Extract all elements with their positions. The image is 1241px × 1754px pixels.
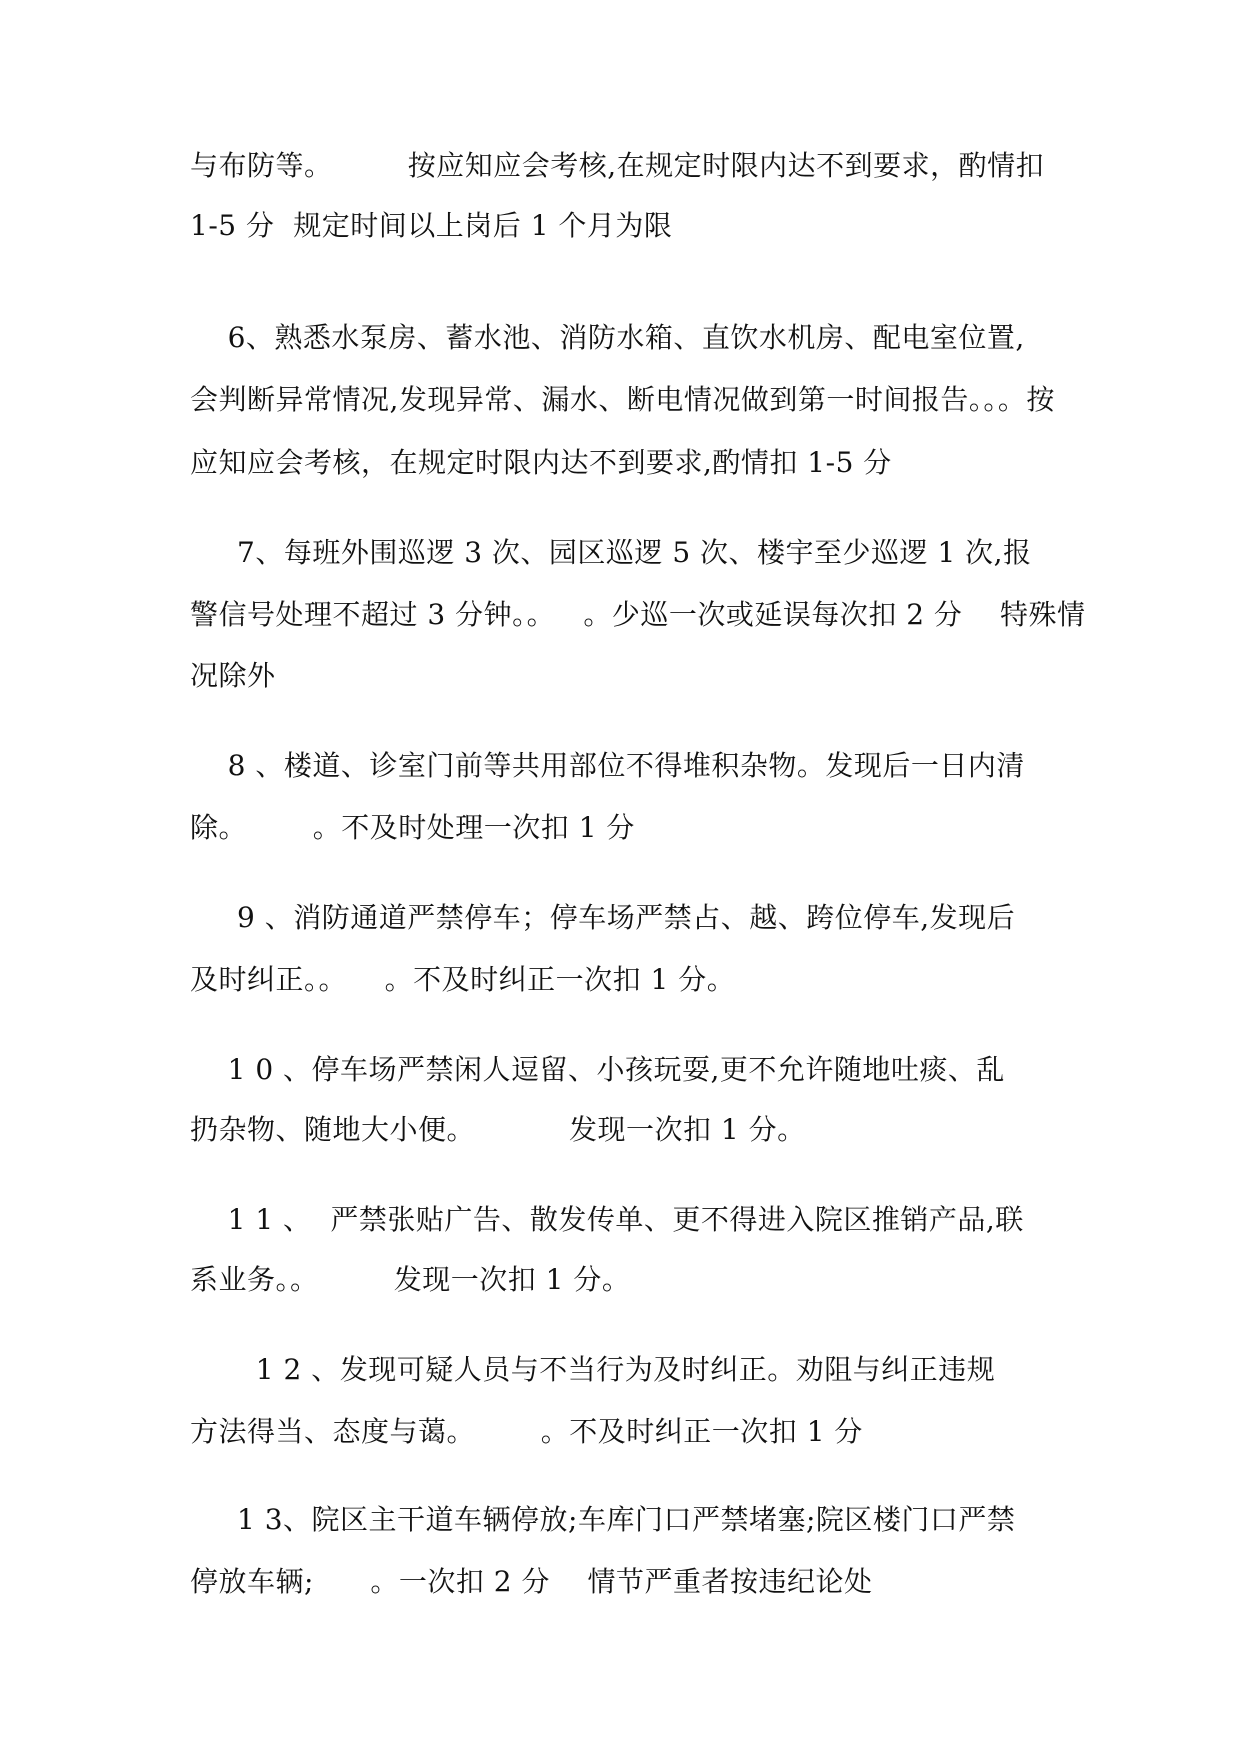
text-line: 况除外 [190, 659, 276, 692]
text-line: 1-5 分 规定时间以上岗后 1 个月为限 [190, 209, 673, 242]
text-line: 1 3、院区主干道车辆停放;车库门口严禁堵塞;院区楼门口严禁 [190, 1503, 1016, 1536]
text-line: 应知应会考核，在规定时限内达不到要求,酌情扣 1-5 分 [190, 446, 892, 479]
text-line: 警信号处理不超过 3 分钟。。 。少巡一次或延误每次扣 2 分 特殊情 [190, 598, 1086, 631]
text-line: 方法得当、态度与蔼。 。不及时纠正一次扣 1 分 [190, 1415, 863, 1448]
text-line: 9 、消防通道严禁停车；停车场严禁占、越、跨位停车,发现后 [190, 901, 1016, 934]
text-line: 会判断异常情况,发现异常、漏水、断电情况做到第一时间报告。。。按 [190, 383, 1055, 416]
text-line: 1 0 、停车场严禁闲人逗留、小孩玩耍,更不允许随地吐痰、乱 [190, 1053, 1005, 1086]
text-line: 停放车辆; 。一次扣 2 分 情节严重者按违纪论处 [190, 1565, 873, 1598]
text-line: 1 2 、发现可疑人员与不当行为及时纠正。劝阻与纠正违规 [190, 1353, 996, 1386]
text-line: 8 、楼道、诊室门前等共用部位不得堆积杂物。发现后一日内清 [190, 749, 1025, 782]
text-line: 系业务。。 发现一次扣 1 分。 [190, 1263, 631, 1296]
text-line: 7、每班外围巡逻 3 次、园区巡逻 5 次、楼宇至少巡逻 1 次,报 [190, 536, 1032, 569]
text-line: 及时纠正。。 。不及时纠正一次扣 1 分。 [190, 963, 736, 996]
text-line: 除。 。不及时处理一次扣 1 分 [190, 811, 635, 844]
text-line: 与布防等。 按应知应会考核,在规定时限内达不到要求，酌情扣 [190, 149, 1045, 182]
text-line: 6、熟悉水泵房、蓄水池、消防水箱、直饮水机房、配电室位置, [190, 321, 1025, 354]
text-line: 1 1 、 严禁张贴广告、散发传单、更不得进入院区推销产品,联 [190, 1203, 1024, 1236]
text-line: 扔杂物、随地大小便。 发现一次扣 1 分。 [190, 1113, 806, 1146]
